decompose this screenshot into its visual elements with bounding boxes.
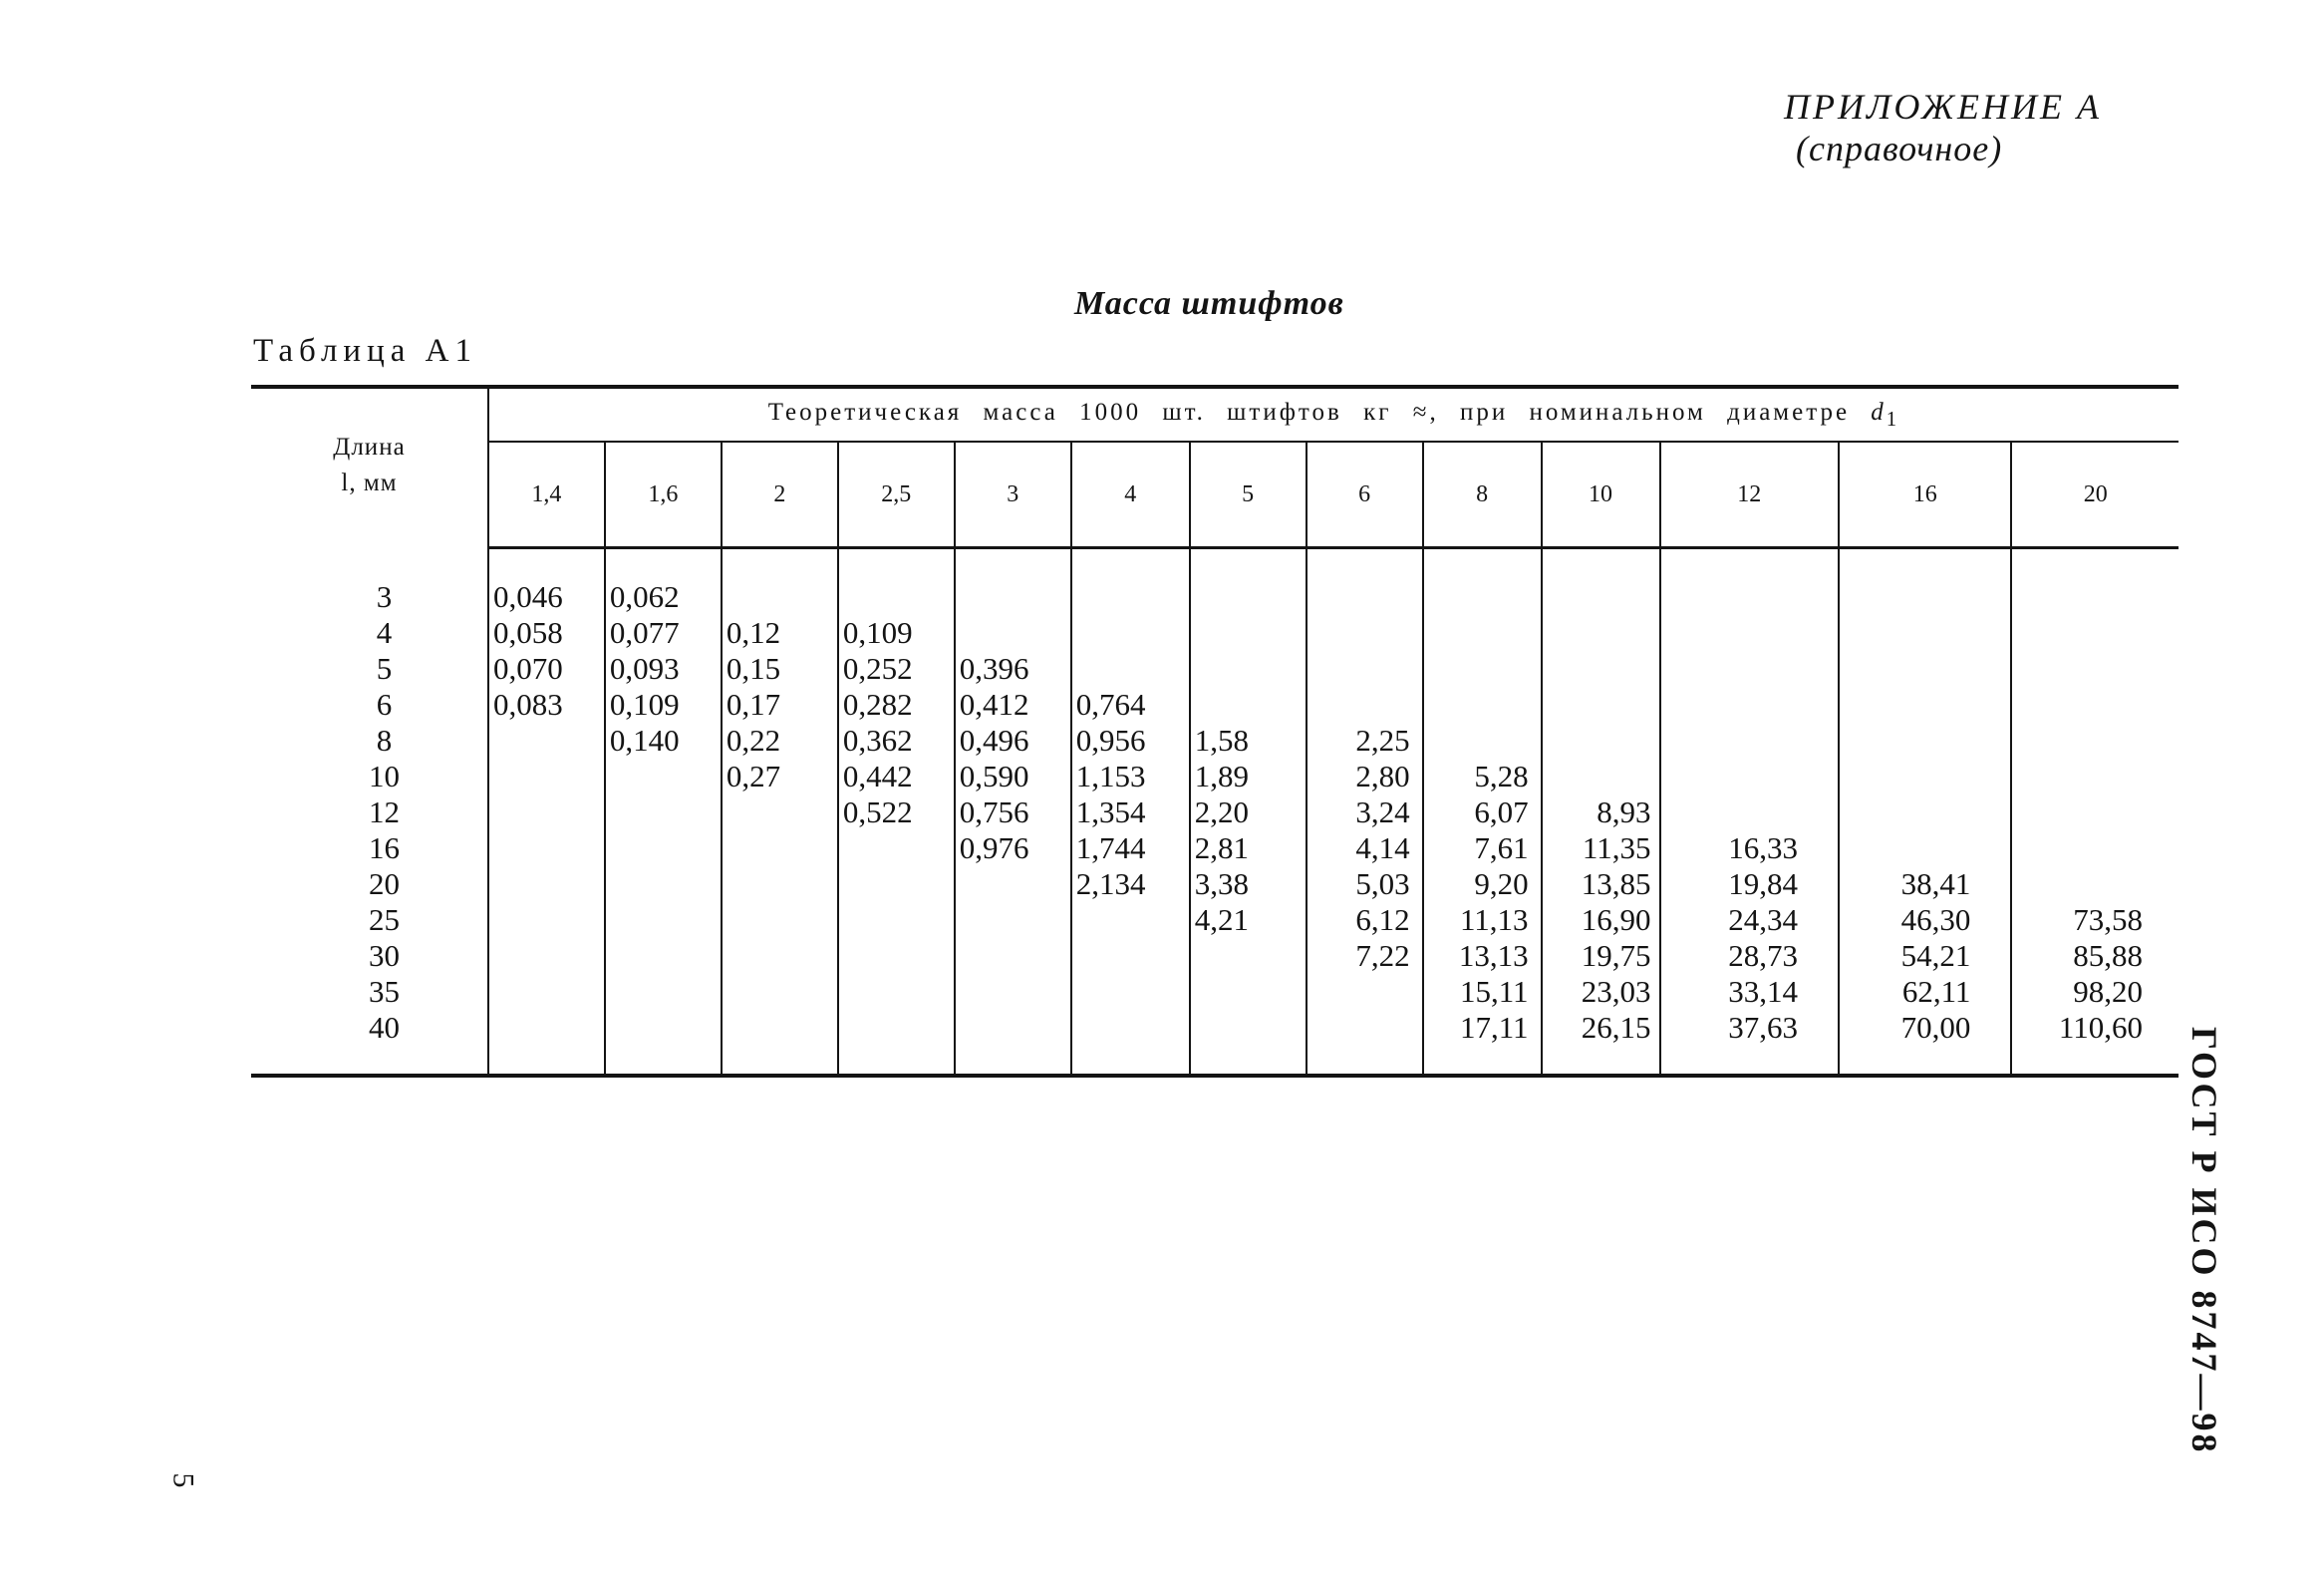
mass-value bbox=[493, 794, 604, 830]
mass-value: 0,22 bbox=[726, 723, 781, 758]
mass-value bbox=[1076, 615, 1189, 651]
mass-value: 0,070 bbox=[492, 651, 563, 686]
mass-value bbox=[960, 974, 1070, 1010]
mass-column bbox=[955, 557, 1071, 1076]
mass-value: 2,134 bbox=[1075, 866, 1146, 901]
diameter-header: 1,4 bbox=[488, 442, 605, 548]
mass-value bbox=[1311, 687, 1410, 723]
mass-value: 7,22 bbox=[1355, 938, 1410, 973]
mass-value: 0,282 bbox=[842, 687, 913, 722]
mass-value: 37,63 bbox=[1728, 1010, 1798, 1045]
mass-value: 0,590 bbox=[959, 759, 1029, 793]
mass-value bbox=[1844, 830, 1970, 866]
mass-superheader-text: Теоретическая масса 1000 шт. штифтов кг ≈, при номинальном диаметре bbox=[767, 398, 1851, 426]
table-title: Масса штифтов bbox=[1074, 285, 1344, 322]
mass-value: 0,062 bbox=[609, 579, 680, 614]
mass-value bbox=[726, 579, 837, 615]
mass-column bbox=[1660, 557, 1839, 1076]
mass-column bbox=[722, 557, 838, 1076]
mass-value bbox=[1195, 938, 1306, 974]
mass-value bbox=[1076, 579, 1189, 615]
mass-value bbox=[1195, 974, 1306, 1010]
length-value: 35 bbox=[368, 974, 400, 1009]
mass-value: 3,24 bbox=[1355, 794, 1410, 829]
diameter-subscript: 1 bbox=[1886, 406, 1900, 431]
mass-value bbox=[1428, 651, 1529, 687]
mass-value bbox=[1665, 651, 1798, 687]
mass-value: 26,15 bbox=[1581, 1010, 1651, 1045]
mass-value bbox=[1195, 651, 1306, 687]
mass-value bbox=[1195, 615, 1306, 651]
header-gap-row bbox=[251, 548, 2179, 558]
mass-value bbox=[843, 830, 954, 866]
diameter-header: 10 bbox=[1542, 442, 1660, 548]
mass-value: 0,396 bbox=[959, 651, 1029, 686]
gap-cell bbox=[1190, 548, 1307, 558]
mass-value bbox=[726, 938, 837, 974]
mass-column bbox=[838, 557, 955, 1076]
mass-value bbox=[843, 579, 954, 615]
mass-value bbox=[1547, 651, 1651, 687]
mass-value bbox=[1076, 938, 1189, 974]
mass-value bbox=[493, 723, 604, 759]
mass-value: 0,362 bbox=[842, 723, 913, 758]
mass-value: 46,30 bbox=[1900, 902, 1971, 937]
mass-value: 3,38 bbox=[1194, 866, 1249, 901]
mass-value bbox=[610, 759, 721, 794]
mass-value bbox=[493, 1010, 604, 1046]
gap-cell bbox=[1660, 548, 1839, 558]
mass-value: 0,15 bbox=[726, 651, 781, 686]
mass-value: 28,73 bbox=[1728, 938, 1798, 973]
mass-value: 6,12 bbox=[1355, 902, 1410, 937]
gap-cell bbox=[1542, 548, 1660, 558]
mass-value bbox=[1547, 579, 1651, 615]
mass-value bbox=[843, 938, 954, 974]
mass-value bbox=[960, 615, 1070, 651]
appendix-title: ПРИЛОЖЕНИЕ А bbox=[1784, 87, 2102, 127]
mass-superheader bbox=[488, 387, 2179, 442]
mass-value bbox=[960, 866, 1070, 902]
mass-value bbox=[1844, 723, 1970, 759]
mass-value bbox=[2016, 615, 2143, 651]
gap-cell bbox=[488, 548, 605, 558]
mass-value bbox=[610, 866, 721, 902]
mass-value bbox=[1665, 794, 1798, 830]
mass-value: 85,88 bbox=[2073, 938, 2143, 973]
mass-table bbox=[251, 385, 2179, 1078]
mass-value bbox=[1311, 974, 1410, 1010]
mass-value bbox=[1428, 687, 1529, 723]
mass-value bbox=[1428, 579, 1529, 615]
mass-value bbox=[1665, 615, 1798, 651]
mass-value bbox=[493, 866, 604, 902]
mass-value: 1,354 bbox=[1075, 794, 1146, 829]
length-value: 5 bbox=[376, 651, 393, 686]
mass-value: 1,744 bbox=[1075, 830, 1146, 865]
mass-value bbox=[1547, 687, 1651, 723]
gap-cell bbox=[955, 548, 1071, 558]
mass-value: 13,13 bbox=[1458, 938, 1529, 973]
mass-value: 6,07 bbox=[1474, 794, 1529, 829]
gap-cell bbox=[251, 548, 488, 558]
mass-value: 0,976 bbox=[959, 830, 1029, 865]
mass-value bbox=[2016, 830, 2143, 866]
mass-value: 62,11 bbox=[1901, 974, 1971, 1009]
length-header-line-2: l, мм bbox=[341, 469, 398, 496]
mass-value bbox=[1844, 759, 1970, 794]
mass-value: 38,41 bbox=[1900, 866, 1971, 901]
mass-value: 16,90 bbox=[1581, 902, 1651, 937]
mass-value: 5,28 bbox=[1474, 759, 1529, 793]
mass-value bbox=[1428, 723, 1529, 759]
mass-value bbox=[1547, 759, 1651, 794]
mass-value bbox=[1311, 651, 1410, 687]
mass-value bbox=[726, 866, 837, 902]
mass-value bbox=[610, 938, 721, 974]
mass-value: 73,58 bbox=[2073, 902, 2143, 937]
diameter-header: 2,5 bbox=[838, 442, 955, 548]
length-value: 12 bbox=[368, 794, 400, 829]
mass-value bbox=[2016, 651, 2143, 687]
mass-value: 0,252 bbox=[842, 651, 913, 686]
diameter-header: 4 bbox=[1071, 442, 1190, 548]
mass-value bbox=[1428, 615, 1529, 651]
mass-value bbox=[2016, 794, 2143, 830]
mass-value: 0,058 bbox=[492, 615, 563, 650]
mass-value bbox=[1311, 579, 1410, 615]
mass-value: 5,03 bbox=[1355, 866, 1410, 901]
diameter-header: 3 bbox=[955, 442, 1071, 548]
mass-value bbox=[1195, 579, 1306, 615]
mass-value bbox=[960, 902, 1070, 938]
mass-column bbox=[1542, 557, 1660, 1076]
mass-value bbox=[843, 902, 954, 938]
mass-column bbox=[488, 557, 605, 1076]
mass-column bbox=[1423, 557, 1542, 1076]
mass-value bbox=[960, 938, 1070, 974]
mass-value bbox=[1076, 1010, 1189, 1046]
document-code: ГОСТ Р ИСО 8747—98 bbox=[2184, 1027, 2224, 1455]
mass-value bbox=[1076, 902, 1189, 938]
mass-value bbox=[1311, 1010, 1410, 1046]
mass-value bbox=[726, 974, 837, 1010]
mass-column bbox=[605, 557, 722, 1076]
length-value: 40 bbox=[368, 1010, 400, 1045]
mass-value: 2,20 bbox=[1194, 794, 1249, 829]
mass-value: 2,80 bbox=[1355, 759, 1410, 793]
mass-value: 0,27 bbox=[726, 759, 781, 793]
mass-value bbox=[1665, 579, 1798, 615]
mass-value: 1,89 bbox=[1194, 759, 1249, 793]
mass-value: 13,85 bbox=[1581, 866, 1651, 901]
mass-value bbox=[493, 902, 604, 938]
mass-value: 0,522 bbox=[842, 794, 913, 829]
mass-value bbox=[1844, 687, 1970, 723]
mass-value: 11,13 bbox=[1459, 902, 1529, 937]
length-value: 6 bbox=[376, 687, 393, 722]
mass-value: 0,764 bbox=[1075, 687, 1146, 722]
length-value: 10 bbox=[368, 759, 400, 793]
mass-value bbox=[610, 1010, 721, 1046]
mass-value: 0,496 bbox=[959, 723, 1029, 758]
mass-value: 0,756 bbox=[959, 794, 1029, 829]
mass-value: 9,20 bbox=[1474, 866, 1529, 901]
mass-value: 19,75 bbox=[1581, 938, 1651, 973]
mass-value bbox=[960, 1010, 1070, 1046]
diameter-header: 8 bbox=[1423, 442, 1542, 548]
page-number: 5 bbox=[166, 1472, 200, 1488]
mass-value: 2,81 bbox=[1194, 830, 1249, 865]
mass-value: 70,00 bbox=[1900, 1010, 1971, 1045]
mass-value: 0,093 bbox=[609, 651, 680, 686]
gap-cell bbox=[1307, 548, 1423, 558]
mass-value bbox=[1665, 723, 1798, 759]
mass-column bbox=[1071, 557, 1190, 1076]
length-value: 3 bbox=[376, 579, 393, 614]
appendix-heading bbox=[1784, 86, 2102, 169]
gap-cell bbox=[605, 548, 722, 558]
mass-value bbox=[726, 902, 837, 938]
mass-value bbox=[2016, 759, 2143, 794]
mass-value bbox=[1844, 615, 1970, 651]
mass-value bbox=[610, 902, 721, 938]
mass-value: 17,11 bbox=[1459, 1010, 1529, 1045]
mass-value bbox=[493, 759, 604, 794]
table-label: Таблица А1 bbox=[253, 333, 477, 369]
mass-value: 23,03 bbox=[1581, 974, 1651, 1009]
mass-value bbox=[2016, 723, 2143, 759]
mass-value: 24,34 bbox=[1728, 902, 1798, 937]
mass-value bbox=[726, 1010, 837, 1046]
mass-value: 0,12 bbox=[726, 615, 781, 650]
appendix-note: (справочное) bbox=[1796, 129, 2003, 168]
mass-value: 33,14 bbox=[1728, 974, 1798, 1009]
mass-value: 0,442 bbox=[842, 759, 913, 793]
length-value: 4 bbox=[376, 615, 393, 650]
mass-value bbox=[1844, 651, 1970, 687]
mass-column bbox=[1839, 557, 2011, 1076]
length-value: 16 bbox=[368, 830, 400, 865]
mass-value: 16,33 bbox=[1728, 830, 1798, 865]
mass-value bbox=[726, 794, 837, 830]
mass-column bbox=[1190, 557, 1307, 1076]
diameter-header: 12 bbox=[1660, 442, 1839, 548]
length-value: 20 bbox=[368, 866, 400, 901]
mass-value bbox=[610, 830, 721, 866]
length-header bbox=[251, 387, 488, 548]
mass-value bbox=[493, 938, 604, 974]
gap-cell bbox=[2011, 548, 2179, 558]
mass-value bbox=[2016, 579, 2143, 615]
mass-value bbox=[1076, 974, 1189, 1010]
mass-value bbox=[960, 579, 1070, 615]
mass-value bbox=[1195, 1010, 1306, 1046]
mass-value bbox=[726, 830, 837, 866]
diameter-header: 2 bbox=[722, 442, 838, 548]
mass-value: 98,20 bbox=[2073, 974, 2143, 1009]
mass-value bbox=[1076, 651, 1189, 687]
mass-value bbox=[1665, 687, 1798, 723]
mass-value: 8,93 bbox=[1597, 794, 1651, 829]
mass-value: 54,21 bbox=[1900, 938, 1971, 973]
mass-value bbox=[610, 974, 721, 1010]
mass-value bbox=[2016, 866, 2143, 902]
mass-value: 0,956 bbox=[1075, 723, 1146, 758]
mass-value bbox=[1547, 615, 1651, 651]
mass-value: 7,61 bbox=[1474, 830, 1529, 865]
gap-cell bbox=[1423, 548, 1542, 558]
mass-value: 1,153 bbox=[1075, 759, 1146, 793]
mass-value: 1,58 bbox=[1194, 723, 1249, 758]
mass-value: 4,14 bbox=[1355, 830, 1410, 865]
length-value: 8 bbox=[376, 723, 393, 758]
length-value: 30 bbox=[368, 938, 400, 973]
gap-cell bbox=[1839, 548, 2011, 558]
mass-value bbox=[1547, 723, 1651, 759]
diameter-header: 20 bbox=[2011, 442, 2179, 548]
mass-value bbox=[1195, 687, 1306, 723]
mass-value: 0,109 bbox=[609, 687, 680, 722]
mass-value bbox=[493, 974, 604, 1010]
mass-value bbox=[1844, 579, 1970, 615]
mass-value: 2,25 bbox=[1355, 723, 1410, 758]
mass-column bbox=[1307, 557, 1423, 1076]
gap-cell bbox=[838, 548, 955, 558]
mass-value bbox=[1844, 794, 1970, 830]
mass-value bbox=[1311, 615, 1410, 651]
mass-value: 4,21 bbox=[1194, 902, 1249, 937]
mass-column bbox=[2011, 557, 2179, 1076]
diameter-header: 6 bbox=[1307, 442, 1423, 548]
mass-value bbox=[1665, 759, 1798, 794]
mass-value bbox=[610, 794, 721, 830]
length-header-line-1: Длина bbox=[333, 433, 406, 461]
mass-value: 19,84 bbox=[1728, 866, 1798, 901]
mass-value: 0,140 bbox=[609, 723, 680, 758]
mass-value: 0,083 bbox=[492, 687, 563, 722]
mass-value bbox=[493, 830, 604, 866]
gap-cell bbox=[1071, 548, 1190, 558]
mass-value: 0,412 bbox=[959, 687, 1029, 722]
diameter-header-row bbox=[251, 442, 2179, 548]
length-column bbox=[251, 557, 488, 1076]
diameter-symbol: d bbox=[1871, 398, 1887, 426]
mass-value: 110,60 bbox=[2058, 1010, 2143, 1045]
mass-value: 0,046 bbox=[492, 579, 563, 614]
mass-value: 15,11 bbox=[1459, 974, 1529, 1009]
data-row bbox=[251, 557, 2179, 1076]
mass-value bbox=[843, 974, 954, 1010]
gap-cell bbox=[722, 548, 838, 558]
mass-value: 11,35 bbox=[1582, 830, 1651, 865]
mass-value: 0,109 bbox=[842, 615, 913, 650]
diameter-header: 1,6 bbox=[605, 442, 722, 548]
mass-value: 0,17 bbox=[726, 687, 781, 722]
mass-value bbox=[843, 1010, 954, 1046]
diameter-header: 16 bbox=[1839, 442, 2011, 548]
mass-value bbox=[2016, 687, 2143, 723]
mass-value: 0,077 bbox=[609, 615, 680, 650]
superheader-row bbox=[251, 387, 2179, 442]
mass-value bbox=[843, 866, 954, 902]
diameter-header: 5 bbox=[1190, 442, 1307, 548]
length-value: 25 bbox=[368, 902, 400, 937]
